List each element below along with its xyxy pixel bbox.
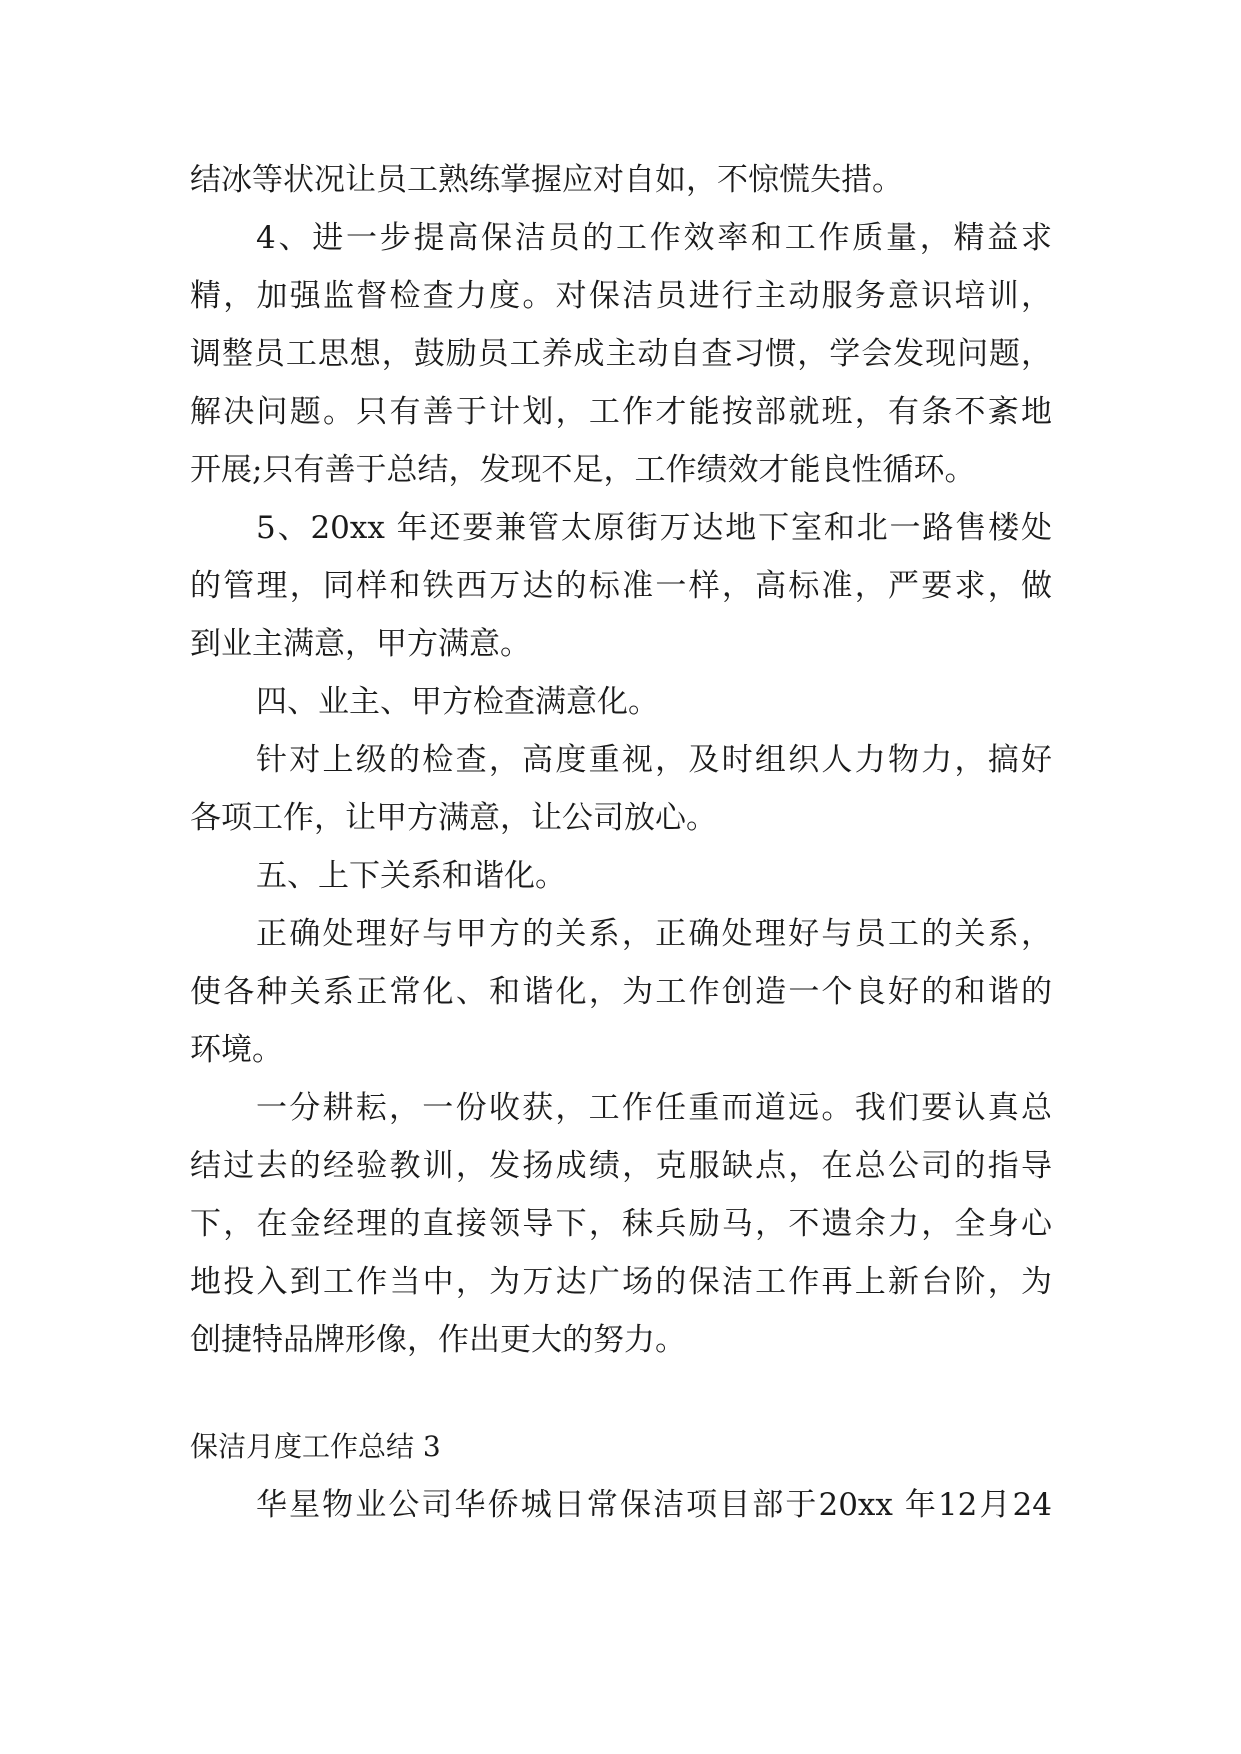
paragraph-line: 的管理，同样和铁西万达的标准一样，高标准，严要求，做 bbox=[190, 568, 1052, 604]
paragraph-line: 正确处理好与甲方的关系，正确处理好与员工的关系， bbox=[256, 916, 1052, 952]
paragraph-line: 4、进一步提高保洁员的工作效率和工作质量，精益求 bbox=[256, 220, 1052, 256]
paragraph-line: 一分耕耘，一份收获，工作任重而道远。我们要认真总 bbox=[256, 1090, 1052, 1126]
document-section-title: 保洁月度工作总结 3 bbox=[190, 1430, 441, 1463]
paragraph-line: 结冰等状况让员工熟练掌握应对自如，不惊慌失措。 bbox=[190, 162, 903, 198]
paragraph-line: 调整员工思想，鼓励员工养成主动自查习惯，学会发现问题， bbox=[190, 336, 1052, 372]
paragraph-line: 各项工作，让甲方满意，让公司放心。 bbox=[190, 800, 717, 836]
paragraph-line: 下，在金经理的直接领导下，秣兵励马，不遗余力，全身心 bbox=[190, 1206, 1052, 1242]
paragraph-line: 精，加强监督检查力度。对保洁员进行主动服务意识培训， bbox=[190, 278, 1052, 314]
paragraph-line: 到业主满意，甲方满意。 bbox=[190, 626, 531, 662]
paragraph-line: 结过去的经验教训，发扬成绩，克服缺点，在总公司的指导 bbox=[190, 1148, 1052, 1184]
section-heading: 四、业主、甲方检查满意化。 bbox=[256, 684, 659, 720]
paragraph-line: 解决问题。只有善于计划，工作才能按部就班，有条不紊地 bbox=[190, 394, 1052, 430]
paragraph-line: 使各种关系正常化、和谐化，为工作创造一个良好的和谐的 bbox=[190, 974, 1052, 1010]
paragraph-line: 华星物业公司华侨城日常保洁项目部于20xx 年12月24 bbox=[256, 1487, 1052, 1523]
paragraph-line: 5、20xx 年还要兼管太原街万达地下室和北一路售楼处 bbox=[256, 510, 1052, 546]
paragraph-line: 创捷特品牌形像，作出更大的努力。 bbox=[190, 1322, 686, 1358]
paragraph-line: 环境。 bbox=[190, 1032, 283, 1068]
section-heading: 五、上下关系和谐化。 bbox=[256, 858, 566, 894]
paragraph-line: 开展;只有善于总结，发现不足，工作绩效才能良性循环。 bbox=[190, 452, 976, 488]
paragraph-line: 针对上级的检查，高度重视，及时组织人力物力，搞好 bbox=[256, 742, 1052, 778]
paragraph-line: 地投入到工作当中，为万达广场的保洁工作再上新台阶，为 bbox=[190, 1264, 1052, 1300]
